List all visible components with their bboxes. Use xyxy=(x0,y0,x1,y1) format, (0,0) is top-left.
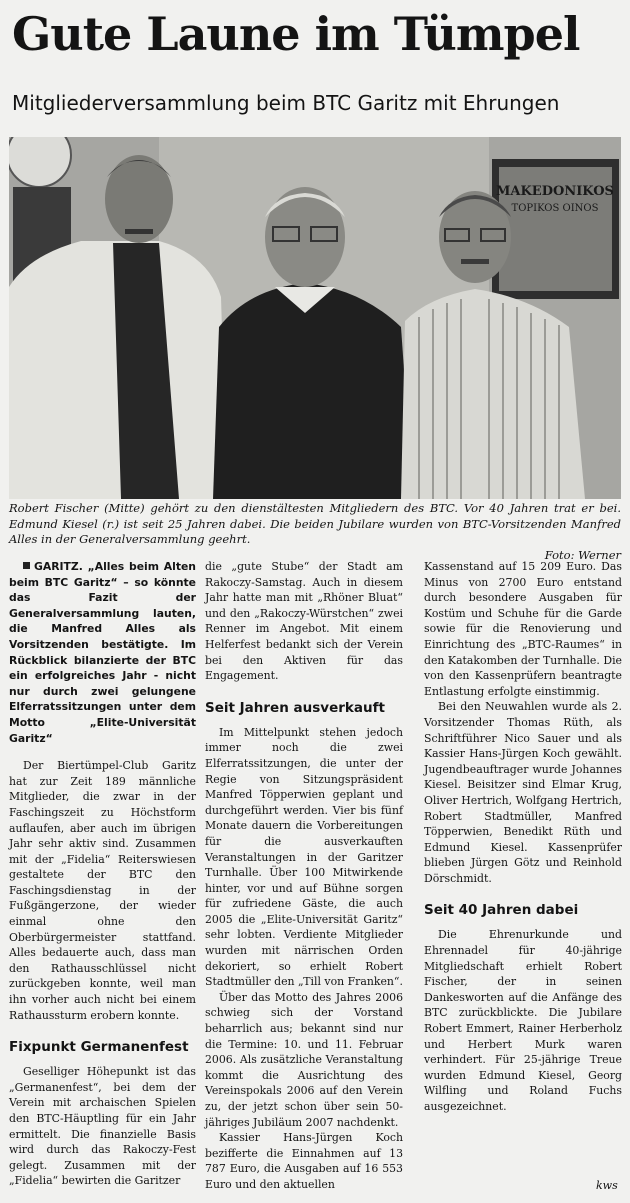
article-subheadline: Mitgliederversammlung beim BTC Garitz mit Ehrungen xyxy=(12,91,560,115)
photo-caption xyxy=(9,501,621,563)
paragraph-ehrungen: Die Ehrenurkunde und Ehrennadel für 40-jährige Mitgliedschaft erhielt Robert Fischer, der in seinen Dankesworten auf die Anfänge des BTC zurückblickte. Die Jubilare Robert Emmert, Rainer Herberholz und Herbert Murk waren verhindert. Für 25-jährige Treue wurden Edmund Kiesel, Georg Wilfling und Roland Fuchs ausgezeichnet. xyxy=(424,928,622,1113)
subheading-ausverkauft: Seit Jahren ausverkauft xyxy=(205,699,385,716)
article-column-2 xyxy=(205,559,403,1193)
paragraph-elferrat: Im Mittelpunkt stehen jedoch immer noch die zwei Elferratssitzungen, die unter der Regie von Sitzungspräsident Manfred Töpperwien geplant und durchgeführt werden. Vier bis fünf Monate dauern die Vorbereitungen für die ausverkauften Veranstaltungen in der Garitzer Turnhalle. Über 100 Mitwirkende hinter, vor und auf Bühne sorgen für zufriedene Gäste, die auch 2005 die „Elite-Universität Garitz“ sehr lobten. Verdiente Mitglieder wurden mit närrischen Orden dekoriert, so erhielt Robert Stadtmüller den „Till von Franken“. xyxy=(205,725,403,989)
subheading-40-jahre: Seit 40 Jahren dabei xyxy=(424,902,579,919)
photo-sign-subtext: TOPIKOS OINOS xyxy=(511,203,599,214)
paragraph-kasse-cont: Kassenstand auf 15 209 Euro. Das Minus von 2700 Euro entstand durch besondere Ausgaben für Kostüm und Schuhe für die Garde sowie für die Renovierung und Einrichtung des „BTC-Raumes“ in den Katakomben der Turnhalle. Die von den Kassenprüfern beantragte Entlastung erfolgte einstimmig. xyxy=(424,560,622,698)
article-headline: Gute Laune im Tümpel xyxy=(12,7,580,61)
paragraph-germanenfest-cont: die „gute Stube“ der Stadt am Rakoczy-Samstag. Auch in diesem Jahr hatte man mit „Rhöner Bluat“ und den „Rakoczy-Würstchen“ zwei Renner im Angebot. Mit einem Helferfest bedankt sich der Verein bei den Aktiven für das Engagement. xyxy=(205,560,403,683)
article-photo xyxy=(9,137,621,499)
paragraph-motto-2006: Über das Motto des Jahres 2006 schwieg sich der Vorstand beharrlich aus; bekannt sind nur die Termine: 10. und 11. Februar 2006. Als zusätzliche Veranstaltung kommt die Ausrichtung des Vereinspokals 2006 auf den Verein zu, der jetzt schon über sein 50-jähriges Jubiläum 2007 nachdenkt. xyxy=(205,990,403,1129)
photo-credit: Foto: Werner xyxy=(544,547,621,562)
paragraph-germanenfest: Geselliger Höhepunkt ist das „Germanenfest“, bei dem der Verein mit archaischen Spielen den BTC-Häuptling für ein Jahr ermittelt. Die finanzielle Basis wird durch das Rakoczy-Fest gelegt. Zusammen mit der „Fidelia“ bewirten die Garitzer xyxy=(9,1065,196,1188)
caption-text: Robert Fischer (Mitte) gehört zu den dienstältesten Mitgliedern des BTC. Vor 40 Jahren trat er bei. Edmund Kiesel (r.) ist seit 25 Jahren dabei. Die beiden Jubilare wurden von BTC-Vorsitzenden Manfred Alles in der Generalversammlung geehrt. xyxy=(9,501,621,546)
article-lead xyxy=(9,559,196,746)
paragraph-kasse: Kassier Hans-Jürgen Koch bezifferte die Einnahmen auf 13 787 Euro, die Ausgaben auf 16 553 Euro und den aktuellen xyxy=(205,1131,403,1191)
article-column-1 xyxy=(9,559,196,1189)
photo-sign-text: MAKEDONIKOS xyxy=(496,184,614,199)
article-lead-text: GARITZ. „Alles beim Alten beim BTC Garitz“ – so könnte das Fazit der Generalversammlung lauten, die Manfred Alles als Vorsitzenden bestätigte. Im Rückblick bilanzierte der BTC ein erfolgreiches Jahr - nicht nur durch zwei gelungene Elferratssitzungen unter dem Motto „Elite-Universität Garitz“ xyxy=(9,560,196,745)
lead-square-icon xyxy=(23,562,30,569)
paragraph-intro: Der Biertümpel-Club Garitz hat zur Zeit 189 männliche Mitglieder, die zwar in der Faschingszeit zu Höchstform auflaufen, aber auch im übrigen Jahr sehr aktiv sind. Zusammen mit der „Fidelia“ Reiterswiesen gestaltete der BTC den Faschingsdienstag in der Fußgängerzone, der wieder einmal ohne den Oberbürgermeister stattfand. Alles bedauerte auch, dass man den Rathausschlüssel nicht zurückgeben konnte, weil man ihn vorher auch nicht bei einem Rathaussturm erobern konnte. xyxy=(9,759,196,1022)
paragraph-neuwahlen: Bei den Neuwahlen wurde als 2. Vorsitzender Thomas Rüth, als Schriftführer Nico Sauer und als Kassier Hans-Jürgen Koch gewählt. Jugendbeauftrager wurde Johannes Kiesel. Beisitzer sind Elmar Krug, Oliver Hertrich, Wolfgang Hertrich, Robert Stadtmüller, Manfred Töpperwien, Benedikt Rüth und Edmund Kiesel. Kassenprüfer blieben Jürgen Götz und Reinhold Dörschmidt. xyxy=(424,700,622,885)
subheading-germanenfest: Fixpunkt Germanenfest xyxy=(9,1039,189,1056)
article-column-3 xyxy=(424,559,622,1115)
author-initials: kws xyxy=(596,1179,618,1192)
